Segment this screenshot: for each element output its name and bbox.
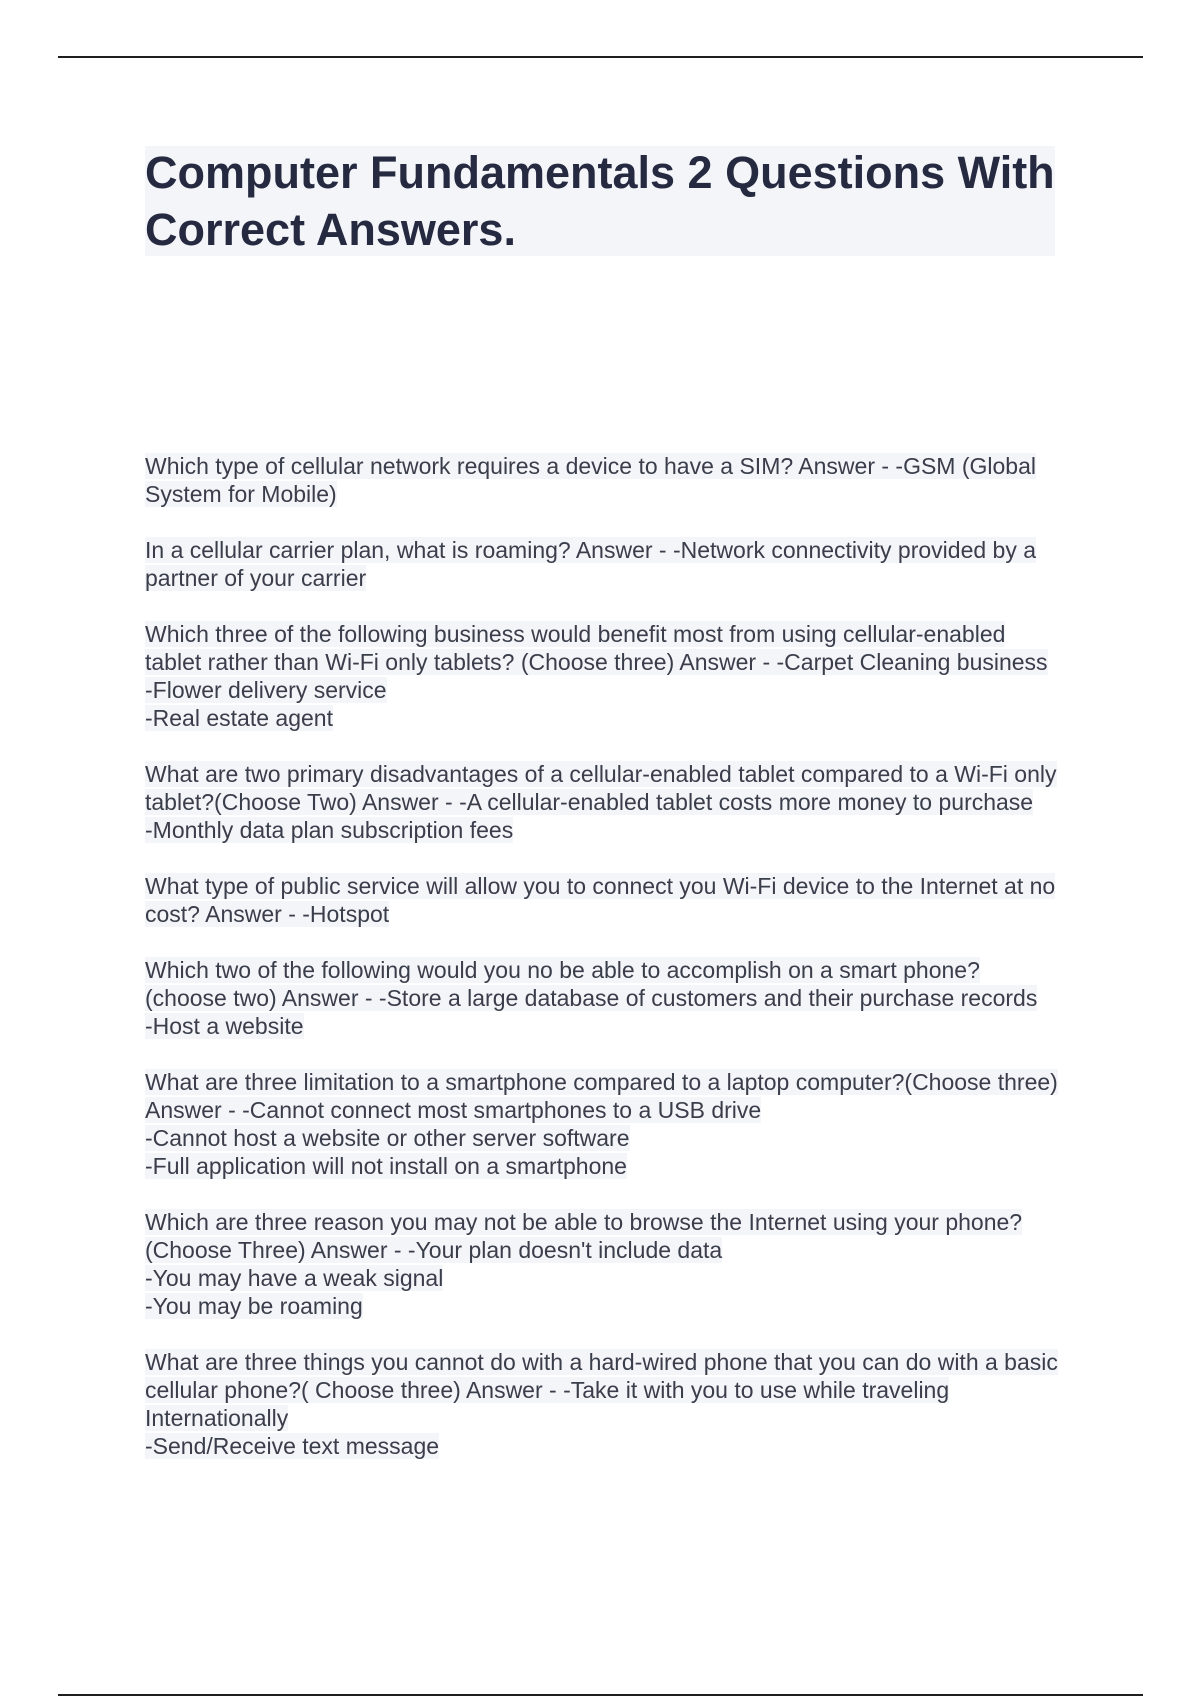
question-text: Which type of cellular network requires a device to have a SIM? xyxy=(145,453,794,479)
answer-label: Answer - - xyxy=(361,789,467,815)
question-text: What are two primary disadvantages of a cellular-enabled tablet compared to a Wi-Fi only tablet?(Choose Two) xyxy=(145,761,1057,815)
answer-label: Answer - - xyxy=(310,1237,416,1263)
answer-label: Answer - - xyxy=(679,649,785,675)
answer-text: Hotspot xyxy=(309,901,390,927)
answer-extra: -Monthly data plan subscription fees xyxy=(145,817,514,843)
answer-label: Answer - - xyxy=(465,1377,571,1403)
qa-item-3 xyxy=(145,620,1065,732)
question-text: What type of public service will allow you to connect you Wi-Fi device to the Internet at no cost? xyxy=(145,873,1056,927)
answer-text: Carpet Cleaning business xyxy=(784,649,1048,675)
answer-extra: -You may be roaming xyxy=(145,1293,363,1319)
answer-label: Answer - - xyxy=(798,453,904,479)
answer-text: A cellular-enabled tablet costs more money to purchase xyxy=(466,789,1034,815)
answer-text: Cannot connect most smartphones to a USB drive xyxy=(249,1097,762,1123)
answer-extra: -Cannot host a website or other server software xyxy=(145,1125,630,1151)
qa-list xyxy=(145,452,1065,1488)
answer-extra: -Real estate agent xyxy=(145,705,333,731)
qa-item-6 xyxy=(145,956,1065,1040)
page-title: Computer Fundamentals 2 Questions With Correct Answers. xyxy=(145,147,1055,255)
answer-label: Answer - - xyxy=(205,901,310,927)
question-text: In a cellular carrier plan, what is roaming? xyxy=(145,537,571,563)
answer-text: GSM (Global System for Mobile) xyxy=(145,453,1037,507)
qa-item-4 xyxy=(145,760,1065,844)
answer-extra: -Send/Receive text message xyxy=(145,1433,440,1459)
answer-text: Store a large database of customers and their purchase records xyxy=(386,985,1038,1011)
answer-text: Take it with you to use while traveling Internationally xyxy=(145,1377,950,1431)
top-rule xyxy=(58,56,1143,58)
answer-label: Answer - - xyxy=(281,985,387,1011)
answer-text: Your plan doesn't include data xyxy=(415,1237,723,1263)
title-block xyxy=(145,146,1055,256)
qa-item-7 xyxy=(145,1068,1065,1180)
answer-extra: -You may have a weak signal xyxy=(145,1265,444,1291)
qa-item-5 xyxy=(145,872,1065,928)
qa-item-9 xyxy=(145,1348,1065,1460)
question-text: What are three limitation to a smartphone compared to a laptop computer?(Choose three) xyxy=(145,1069,1058,1095)
answer-text: Network connectivity provided by a partner of your carrier xyxy=(145,537,1037,591)
qa-item-8 xyxy=(145,1208,1065,1320)
answer-label: Answer - - xyxy=(145,1097,250,1123)
question-text: Which are three reason you may not be able to browse the Internet using your phone?(Choose Three) xyxy=(145,1209,1023,1263)
question-text: Which three of the following business would benefit most from using cellular-enabled tablet rather than Wi-Fi only tablets? (Choose three) xyxy=(145,621,1006,675)
question-text: What are three things you cannot do with a hard-wired phone that you can do with a basic cellular phone?( Choose three) xyxy=(145,1349,1058,1403)
bottom-rule xyxy=(58,1694,1143,1696)
question-text: Which two of the following would you no be able to accomplish on a smart phone? (choose two) xyxy=(145,957,980,1011)
answer-extra: -Full application will not install on a smartphone xyxy=(145,1153,627,1179)
qa-item-1 xyxy=(145,452,1065,508)
qa-item-2 xyxy=(145,536,1065,592)
answer-extra: -Host a website xyxy=(145,1013,304,1039)
answer-extra: -Flower delivery service xyxy=(145,677,387,703)
answer-label: Answer - - xyxy=(575,537,681,563)
